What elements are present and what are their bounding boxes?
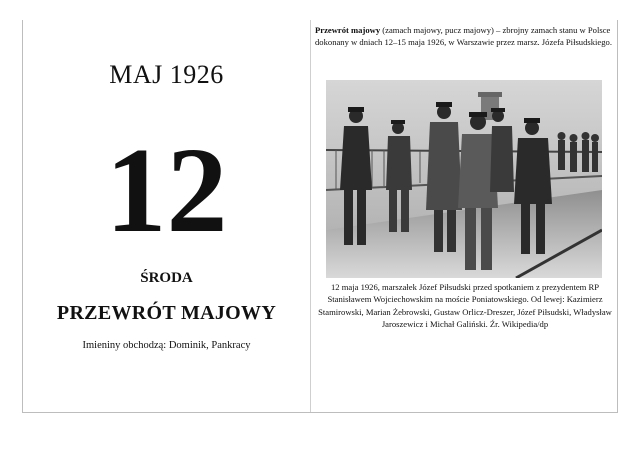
photo-caption: 12 maja 1926, marszałek Józef Piłsudski przed spotkaniem z prezydentem RP Stanisławem Wojciechowskim na moście Poniatowskiego. Od lewej: Kazimierz Stamirowski, Marian Żebrowski, Gustaw Orlicz-Dreszer, Józef Piłsudski, Władysław Jaroszewicz i Michał Galiński. Źr. Wikipedia/dp [318, 282, 612, 330]
article-definition: (zamach majowy, pucz majowy) – zbrojny zamach stanu w Polsce dokonany w dniach 12–15 maja 1926, w Warszawie przez marsz. Józefa Piłsudskiego. [315, 25, 612, 47]
date-panel [23, 20, 310, 412]
month-year: MAJ 1926 [109, 60, 224, 89]
article-intro [315, 24, 613, 48]
article-panel [311, 20, 619, 412]
calendar-page [22, 20, 618, 413]
article-term: Przewrót majowy [315, 25, 381, 35]
day-number: 12 [105, 123, 228, 258]
weekday: ŚRODA [140, 270, 193, 286]
headline: PRZEWRÓT MAJOWY [56, 302, 277, 324]
historical-photo [326, 80, 602, 278]
namedays: Imieniny obchodzą: Dominik, Pankracy [82, 340, 251, 351]
